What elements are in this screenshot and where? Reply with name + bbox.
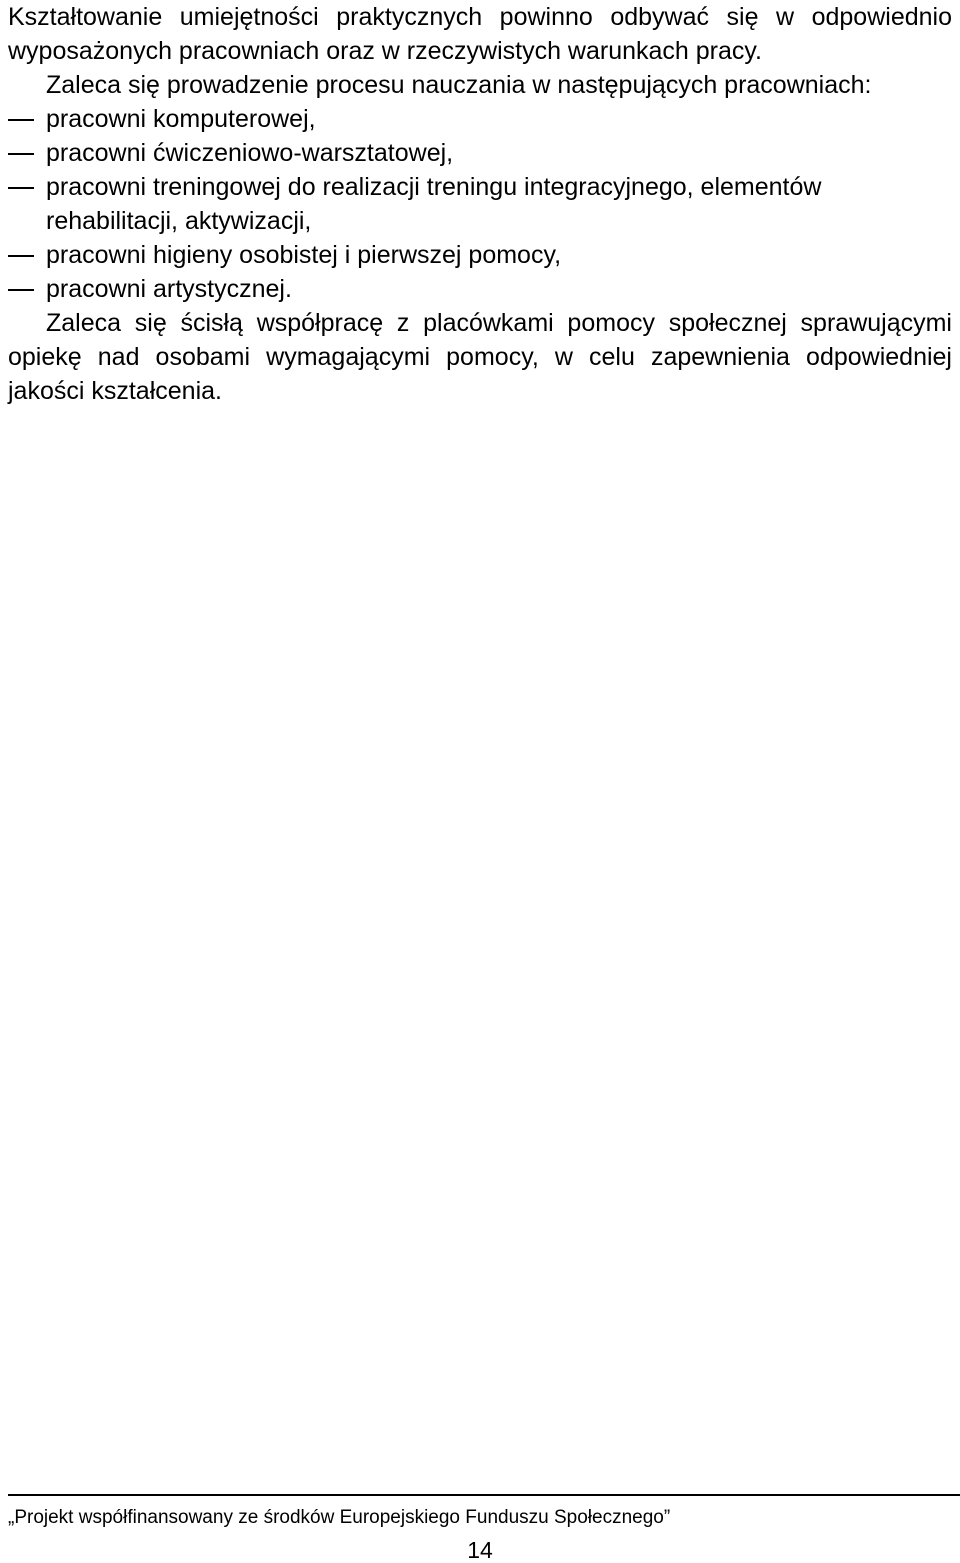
list-item [8,102,952,136]
list-item [8,238,952,272]
document-body [8,0,952,408]
list-item [8,272,952,306]
paragraph-practical-skills: Kształtowanie umiejętności praktycznych powinno odbywać się w odpowiednio wyposażonych pracowniach oraz w rzeczywistych warunkach pracy. [8,3,952,65]
list-item-text: pracowni higieny osobistej i pierwszej pomocy, [46,241,562,269]
dash-bullet [8,119,34,121]
paragraph-workshops-intro: Zaleca się prowadzenie procesu nauczania w następujących pracowniach: [46,71,872,99]
workshops-list [8,102,952,306]
page-number: 14 [467,1537,493,1563]
list-item-text: pracowni ćwiczeniowo-warsztatowej, [46,139,454,167]
list-item-text: pracowni komputerowej, [46,105,316,133]
footer-divider [8,1494,960,1496]
list-item [8,136,952,170]
dash-bullet [8,187,34,189]
dash-bullet [8,255,34,257]
dash-bullet [8,289,34,291]
list-item [8,170,952,238]
footer-project-note: „Projekt współfinansowany ze środków Europejskiego Funduszu Społecznego” [8,1507,671,1528]
list-item-text: pracowni artystycznej. [46,275,292,303]
list-item-text: pracowni treningowej do realizacji treningu integracyjnego, elementów rehabilitacji, aktywizacji, [46,173,822,235]
dash-bullet [8,153,34,155]
paragraph-cooperation: Zaleca się ścisłą współpracę z placówkami pomocy społecznej sprawującymi opiekę nad osobami wymagającymi pomocy, w celu zapewnienia odpowiedniej jakości kształcenia. [8,309,952,405]
